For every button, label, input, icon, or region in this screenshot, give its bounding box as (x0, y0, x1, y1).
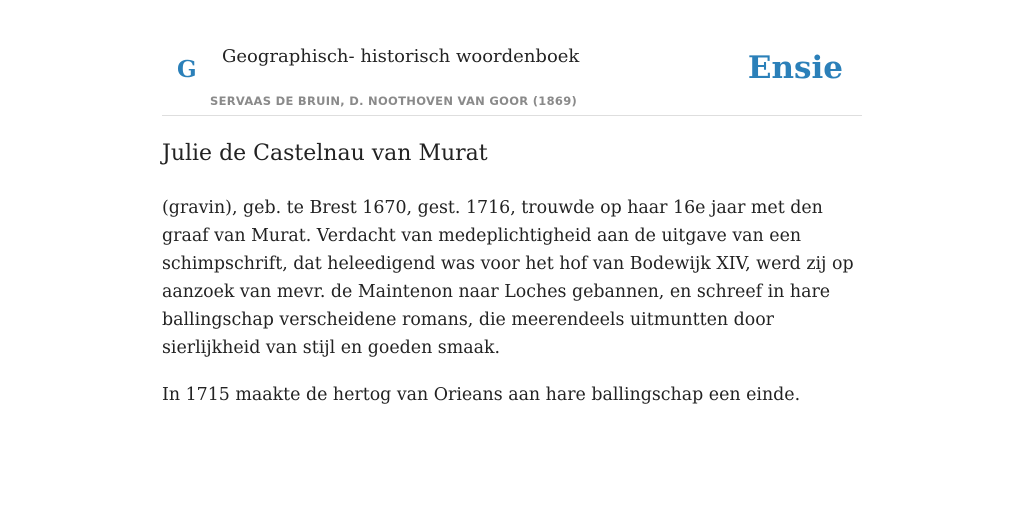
article-paragraph: (gravin), geb. te Brest 1670, gest. 1716, trouwde op haar 16e jaar met den graaf van Murat. Verdacht van medeplichtigheid aan de uitgave van een schimpschrift, dat heleedigend was voor het hof van Bodewijk XIV, werd zij op aanzoek van mevr. de Maintenon naar Loches gebannen, en schreef in hare ballingschap verscheidene romans, die meerendeels uitmuntten door sierlijkheid van stijl en goeden smaak. (162, 198, 854, 358)
ensie-logo[interactable]: Ensie (747, 50, 843, 86)
header (162, 40, 862, 116)
article-paragraph: In 1715 maakte de hertog van Orieans aan hare ballingschap een einde. (162, 385, 801, 405)
book-title[interactable]: Geographisch- historisch woordenboek (222, 46, 580, 67)
book-authors: SERVAAS DE BRUIN, D. NOOTHOVEN VAN GOOR (1869) (210, 94, 578, 108)
article (162, 138, 862, 409)
entry-title: Julie de Castelnau van Murat (162, 141, 488, 166)
book-letter-link[interactable]: G (177, 56, 197, 83)
